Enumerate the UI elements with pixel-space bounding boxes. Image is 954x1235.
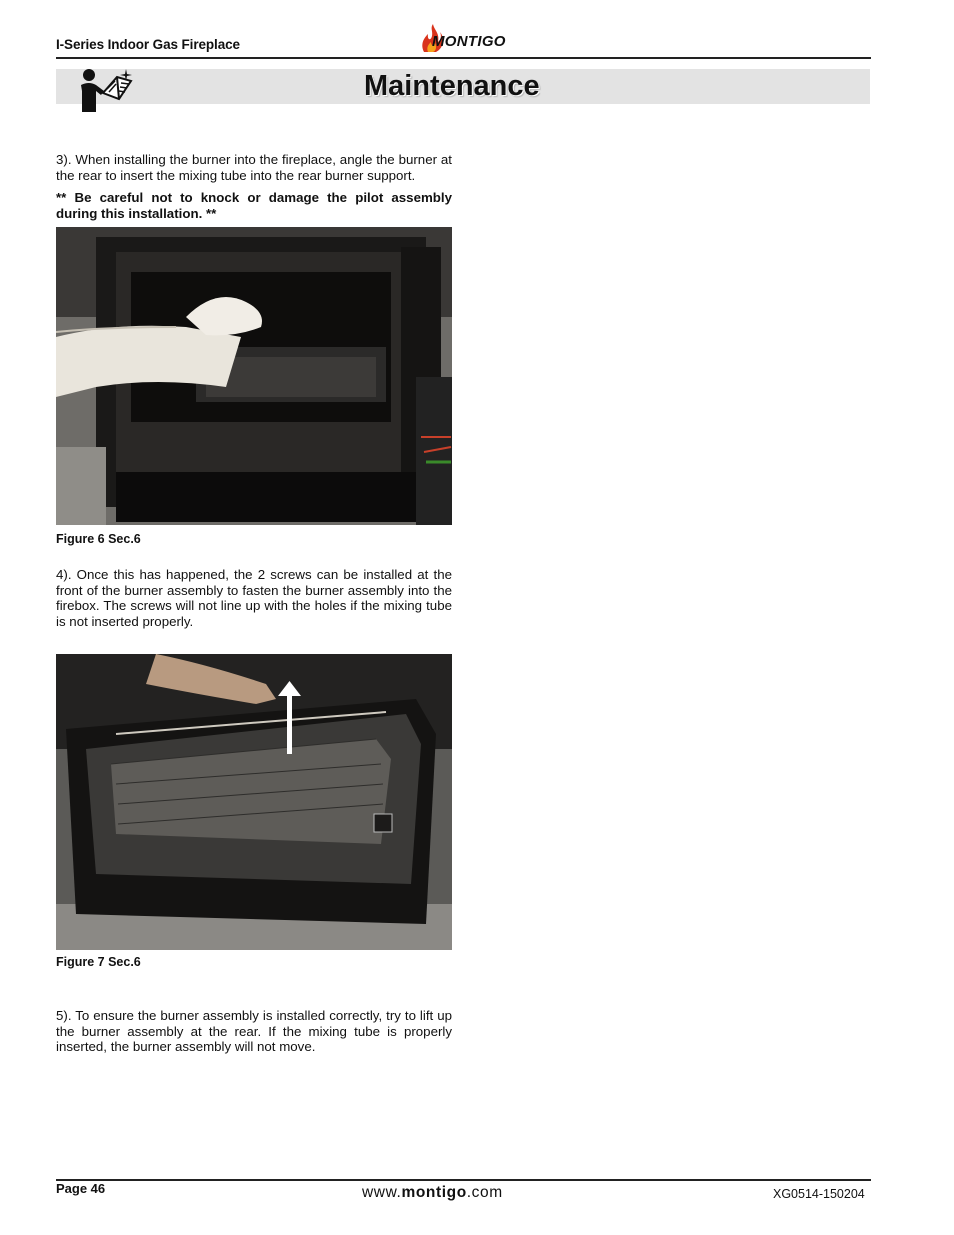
figure-7-photo xyxy=(56,654,452,950)
step-4-text: 4). Once this has happened, the 2 screws can be installed at the front of the burner assembly to fasten the burner assembly into the firebox. The screws will not line up with the holes if the mixing tube is not inserted properly. xyxy=(56,567,452,629)
website-url[interactable] xyxy=(362,1184,503,1202)
step-5-text: 5). To ensure the burner assembly is installed correctly, try to lift up the burner assembly at the rear. If the mixing tube is properly inserted, the burner assembly will not move. xyxy=(56,1008,452,1054)
warning-text: ** Be careful not to knock or damage the pilot assembly during this installation. ** xyxy=(56,190,452,221)
website-suffix: .com xyxy=(466,1184,503,1201)
figure-6-caption: Figure 6 Sec.6 xyxy=(56,532,141,546)
section-title: Maintenance xyxy=(364,70,540,102)
header-rule xyxy=(56,57,871,59)
person-reading-manual-icon xyxy=(79,67,137,113)
website-prefix: www. xyxy=(362,1184,402,1201)
document-title: I-Series Indoor Gas Fireplace xyxy=(56,37,240,52)
step-3-text: 3). When installing the burner into the fireplace, angle the burner at the rear to insert the mixing tube into the rear burner support. xyxy=(56,152,452,183)
footer-rule xyxy=(56,1179,871,1181)
website-brand: montigo xyxy=(401,1184,467,1201)
logo-wordmark: MONTIGO xyxy=(432,33,506,50)
figure-6-photo xyxy=(56,227,452,525)
page-number: Page 46 xyxy=(56,1181,106,1196)
figure-7-caption: Figure 7 Sec.6 xyxy=(56,955,141,969)
document-number: XG0514-150204 xyxy=(773,1187,865,1201)
